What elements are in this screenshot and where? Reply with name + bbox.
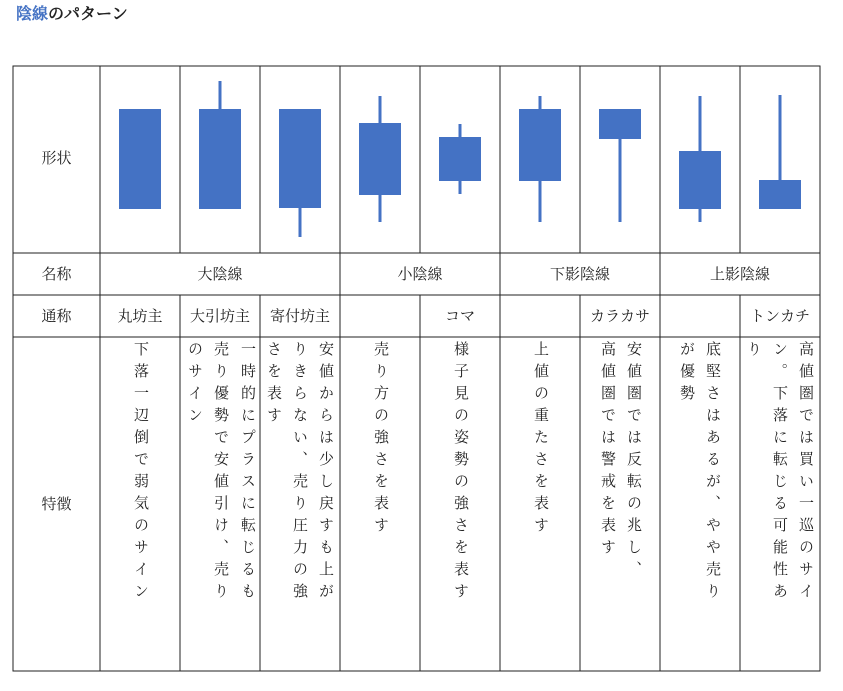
candle-upper-shadow xyxy=(679,96,721,222)
feature-text: り xyxy=(745,341,763,363)
candle-lower-shadow xyxy=(519,96,561,222)
feature-text: 一時的にプラスに転じるも xyxy=(239,341,257,605)
candle-small-bearish xyxy=(359,96,401,222)
nickname-cell: コマ xyxy=(444,307,475,325)
feature-text: ン。下落に転じる可能性あ xyxy=(771,341,789,605)
row-label-feature: 特徴 xyxy=(41,495,72,513)
feature-text: 下落一辺倒で弱気のサイン xyxy=(132,341,150,605)
feature-text: 様子見の姿勢の強さを表す xyxy=(452,341,470,605)
nickname-cell: 寄付坊主 xyxy=(269,307,330,325)
feature-text: 安値からは少し戻すも上が xyxy=(317,341,335,605)
feature-text: りきらない、売り圧力の強 xyxy=(291,341,309,605)
nickname-cell: カラカサ xyxy=(589,307,650,325)
name-cell: 下影陰線 xyxy=(549,265,610,283)
feature-text: 売り方の強さを表す xyxy=(372,341,390,539)
candle-koma xyxy=(439,124,481,194)
name-cell: 小陰線 xyxy=(397,265,443,283)
candle-opening-marubozu xyxy=(279,109,321,237)
feature-text: 高値圏では買い一巡のサイ xyxy=(797,341,815,605)
feature-text: 上値の重たさを表す xyxy=(532,341,550,539)
page-title-rest: のパターン xyxy=(48,4,128,23)
row-label-name: 名称 xyxy=(41,265,72,283)
feature-text: 底堅さはあるが、やや売り xyxy=(704,341,722,605)
nickname-cell: 大引坊主 xyxy=(189,307,250,325)
candle-karakasa xyxy=(599,109,641,222)
feature-text: さを表す xyxy=(265,341,283,429)
row-label-nickname: 通称 xyxy=(41,307,72,325)
page-title-accent: 陰線 xyxy=(16,4,49,23)
nickname-cell: 丸坊主 xyxy=(117,307,163,325)
name-cell: 上影陰線 xyxy=(709,265,770,283)
feature-text: 高値圏では警戒を表す xyxy=(599,341,617,561)
row-label-shape: 形状 xyxy=(41,149,72,167)
feature-text: 安値圏では反転の兆し、 xyxy=(625,341,643,583)
name-cell: 大陰線 xyxy=(197,265,243,283)
candle-tonkachi xyxy=(759,95,801,209)
candle-closing-marubozu xyxy=(199,81,241,209)
nickname-cell: トンカチ xyxy=(749,307,810,325)
candle-marubozu xyxy=(119,109,161,209)
feature-text: 売り優勢で安値引け、売り xyxy=(212,341,230,605)
feature-text: のサイン xyxy=(186,341,204,429)
feature-text: が優勢 xyxy=(678,341,696,407)
